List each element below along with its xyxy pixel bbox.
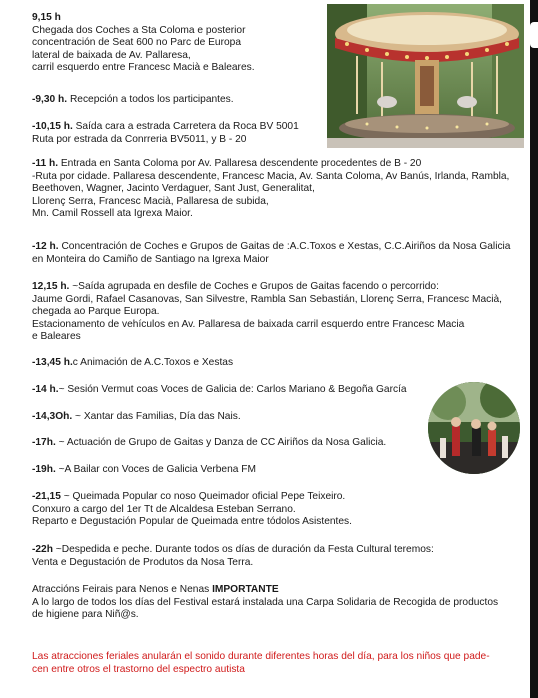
description: ~Saída agrupada en desfile de Coches e Grupos de Gaitas facendo o percorrido:	[69, 281, 439, 292]
time-label: -22h	[32, 544, 53, 555]
description: Concentración de Coches e Grupos de Gaitas de :A.C.Toxos e Xestas, C.C.Airiños da Nosa Galicia	[58, 241, 511, 252]
important-notice-block	[32, 584, 498, 622]
text-line: e Baleares	[32, 331, 81, 343]
text-line: carril esquerdo entre Francesc Macià e Baleares.	[32, 62, 255, 74]
schedule-block-3	[32, 121, 299, 146]
text-line	[32, 281, 502, 294]
text-line	[32, 411, 241, 424]
text-line: Mn. Camil Rossell ata Igrexa Maior.	[32, 208, 193, 220]
text-line	[32, 584, 498, 597]
text-line: Reparto e Degustación Popular de Queimada entre tódolos Asistentes.	[32, 516, 352, 528]
description: ~ Actuación de Grupo de Gaitas y Danza de CC Airiños da Nosa Galicia.	[55, 437, 387, 448]
performers-photo	[428, 382, 520, 474]
schedule-block-10	[32, 437, 386, 450]
time-label: -10,15 h.	[32, 121, 73, 132]
schedule-block-6	[32, 281, 502, 344]
schedule-block-4	[32, 158, 509, 221]
time-label: -14,3Oh.	[32, 411, 73, 422]
schedule-block-2	[32, 94, 234, 107]
time-label: 12,15 h.	[32, 281, 70, 292]
schedule-block-12	[32, 491, 352, 529]
text-line: Beethoven, Wagner, Jacinto Verdaguer, Sant Just, Generalitat,	[32, 183, 315, 195]
important-label: IMPORTANTE	[212, 584, 279, 595]
description: Atraccións Feirais para Nenos e Nenas	[32, 584, 213, 595]
text-line: Estacionamento de vehículos en Av. Pallaresa de baixada carril esquerdo entre Francesc Macia	[32, 318, 465, 330]
text-line: Ruta por estrada da Conrreria BV5011, y B - 20	[32, 133, 247, 145]
description: ~ Sesión Vermut coas Voces de Galicia de: Carlos Mariano & Begoña García	[58, 384, 407, 395]
right-edge-bar	[530, 0, 538, 698]
description: Saída cara a estrada Carretera da Roca BV 5001	[72, 121, 299, 132]
schedule-block-7	[32, 357, 233, 370]
text-line: Venta e Degustación de Produtos da Nosa Terra.	[32, 556, 254, 568]
edge-notch	[530, 22, 538, 48]
notice-line: Las atracciones feriales anularán el sonido durante diferentes horas del día, para los niños que pade-	[32, 651, 490, 662]
description: Entrada en Santa Coloma por Av. Pallaresa descendente procedentes de B - 20	[58, 158, 422, 169]
text-line	[32, 464, 256, 477]
text-line: chegada ao Parque Europa.	[32, 306, 160, 318]
text-line	[32, 544, 434, 557]
time-label: -13,45 h.	[32, 357, 73, 368]
description: ~A Bailar con Voces de Galicia Verbena FM	[55, 464, 256, 475]
text-line: en Monteira do Camiño de Santiago na Igrexa Maior	[32, 253, 269, 265]
text-line	[32, 241, 510, 254]
autism-sound-notice	[32, 651, 490, 676]
time-label: -19h.	[32, 464, 56, 475]
text-line	[32, 94, 234, 107]
text-line: concentración de Seat 600 no Parc de Europa	[32, 37, 241, 49]
text-line	[32, 357, 233, 370]
text-line: lateral de baixada de Av. Pallaresa,	[32, 49, 191, 61]
text-line	[32, 158, 509, 171]
text-line: A lo largo de todos los días del Festival estará instalada una Carpa Solidaria de Recogida de productos	[32, 596, 499, 608]
time-label: -11 h.	[32, 158, 59, 169]
description: ~Despedida e peche. Durante todos os días de duración da Festa Cultural teremos:	[52, 544, 434, 555]
notice-line: cen entre otros el trastorno del espectro autista	[32, 663, 245, 675]
text-line	[32, 384, 407, 397]
description: c Animación de A.C.Toxos e Xestas	[72, 357, 234, 368]
description: ~ Xantar das Familias, Día das Nais.	[72, 411, 241, 422]
schedule-block-9	[32, 411, 241, 424]
carousel-photo	[327, 4, 524, 148]
schedule-block-1	[32, 12, 255, 75]
text-line: Llorenç Serra, Francesc Macià, Pallaresa de subida,	[32, 195, 269, 207]
text-line: de higiene para Niñ@s.	[32, 609, 139, 621]
schedule-block-8	[32, 384, 407, 397]
time-label: -21,15	[32, 491, 61, 502]
schedule-block-11	[32, 464, 256, 477]
time-label: -17h.	[32, 437, 56, 448]
time-label: -12 h.	[32, 241, 59, 252]
text-line: -Ruta por cidade. Pallaresa descendente, Francesc Macia, Av. Santa Coloma, Av Banús, Irlanda, Rambla,	[32, 170, 510, 182]
schedule-block-5	[32, 241, 510, 266]
text-line: Chegada dos Coches a Sta Coloma e posterior	[32, 24, 246, 36]
text-line: Jaume Gordi, Rafael Casanovas, San Silvestre, Rambla San Sebastián, Llorenç Serra, Francesc Macià,	[32, 293, 502, 305]
schedule-block-13	[32, 544, 434, 569]
time-label: -9,30 h.	[32, 94, 68, 105]
description: Recepción a todos los participantes.	[67, 94, 234, 105]
time-label: -14 h.	[32, 384, 59, 395]
text-line	[32, 121, 299, 134]
text-line: Conxuro a cargo del 1er Tt de Alcaldesa Esteban Serrano.	[32, 503, 296, 515]
description: ~ Queimada Popular co noso Queimador oficial Pepe Teixeiro.	[60, 491, 346, 502]
text-line	[32, 491, 352, 504]
time-label: 9,15 h	[32, 12, 61, 23]
text-line	[32, 437, 386, 450]
